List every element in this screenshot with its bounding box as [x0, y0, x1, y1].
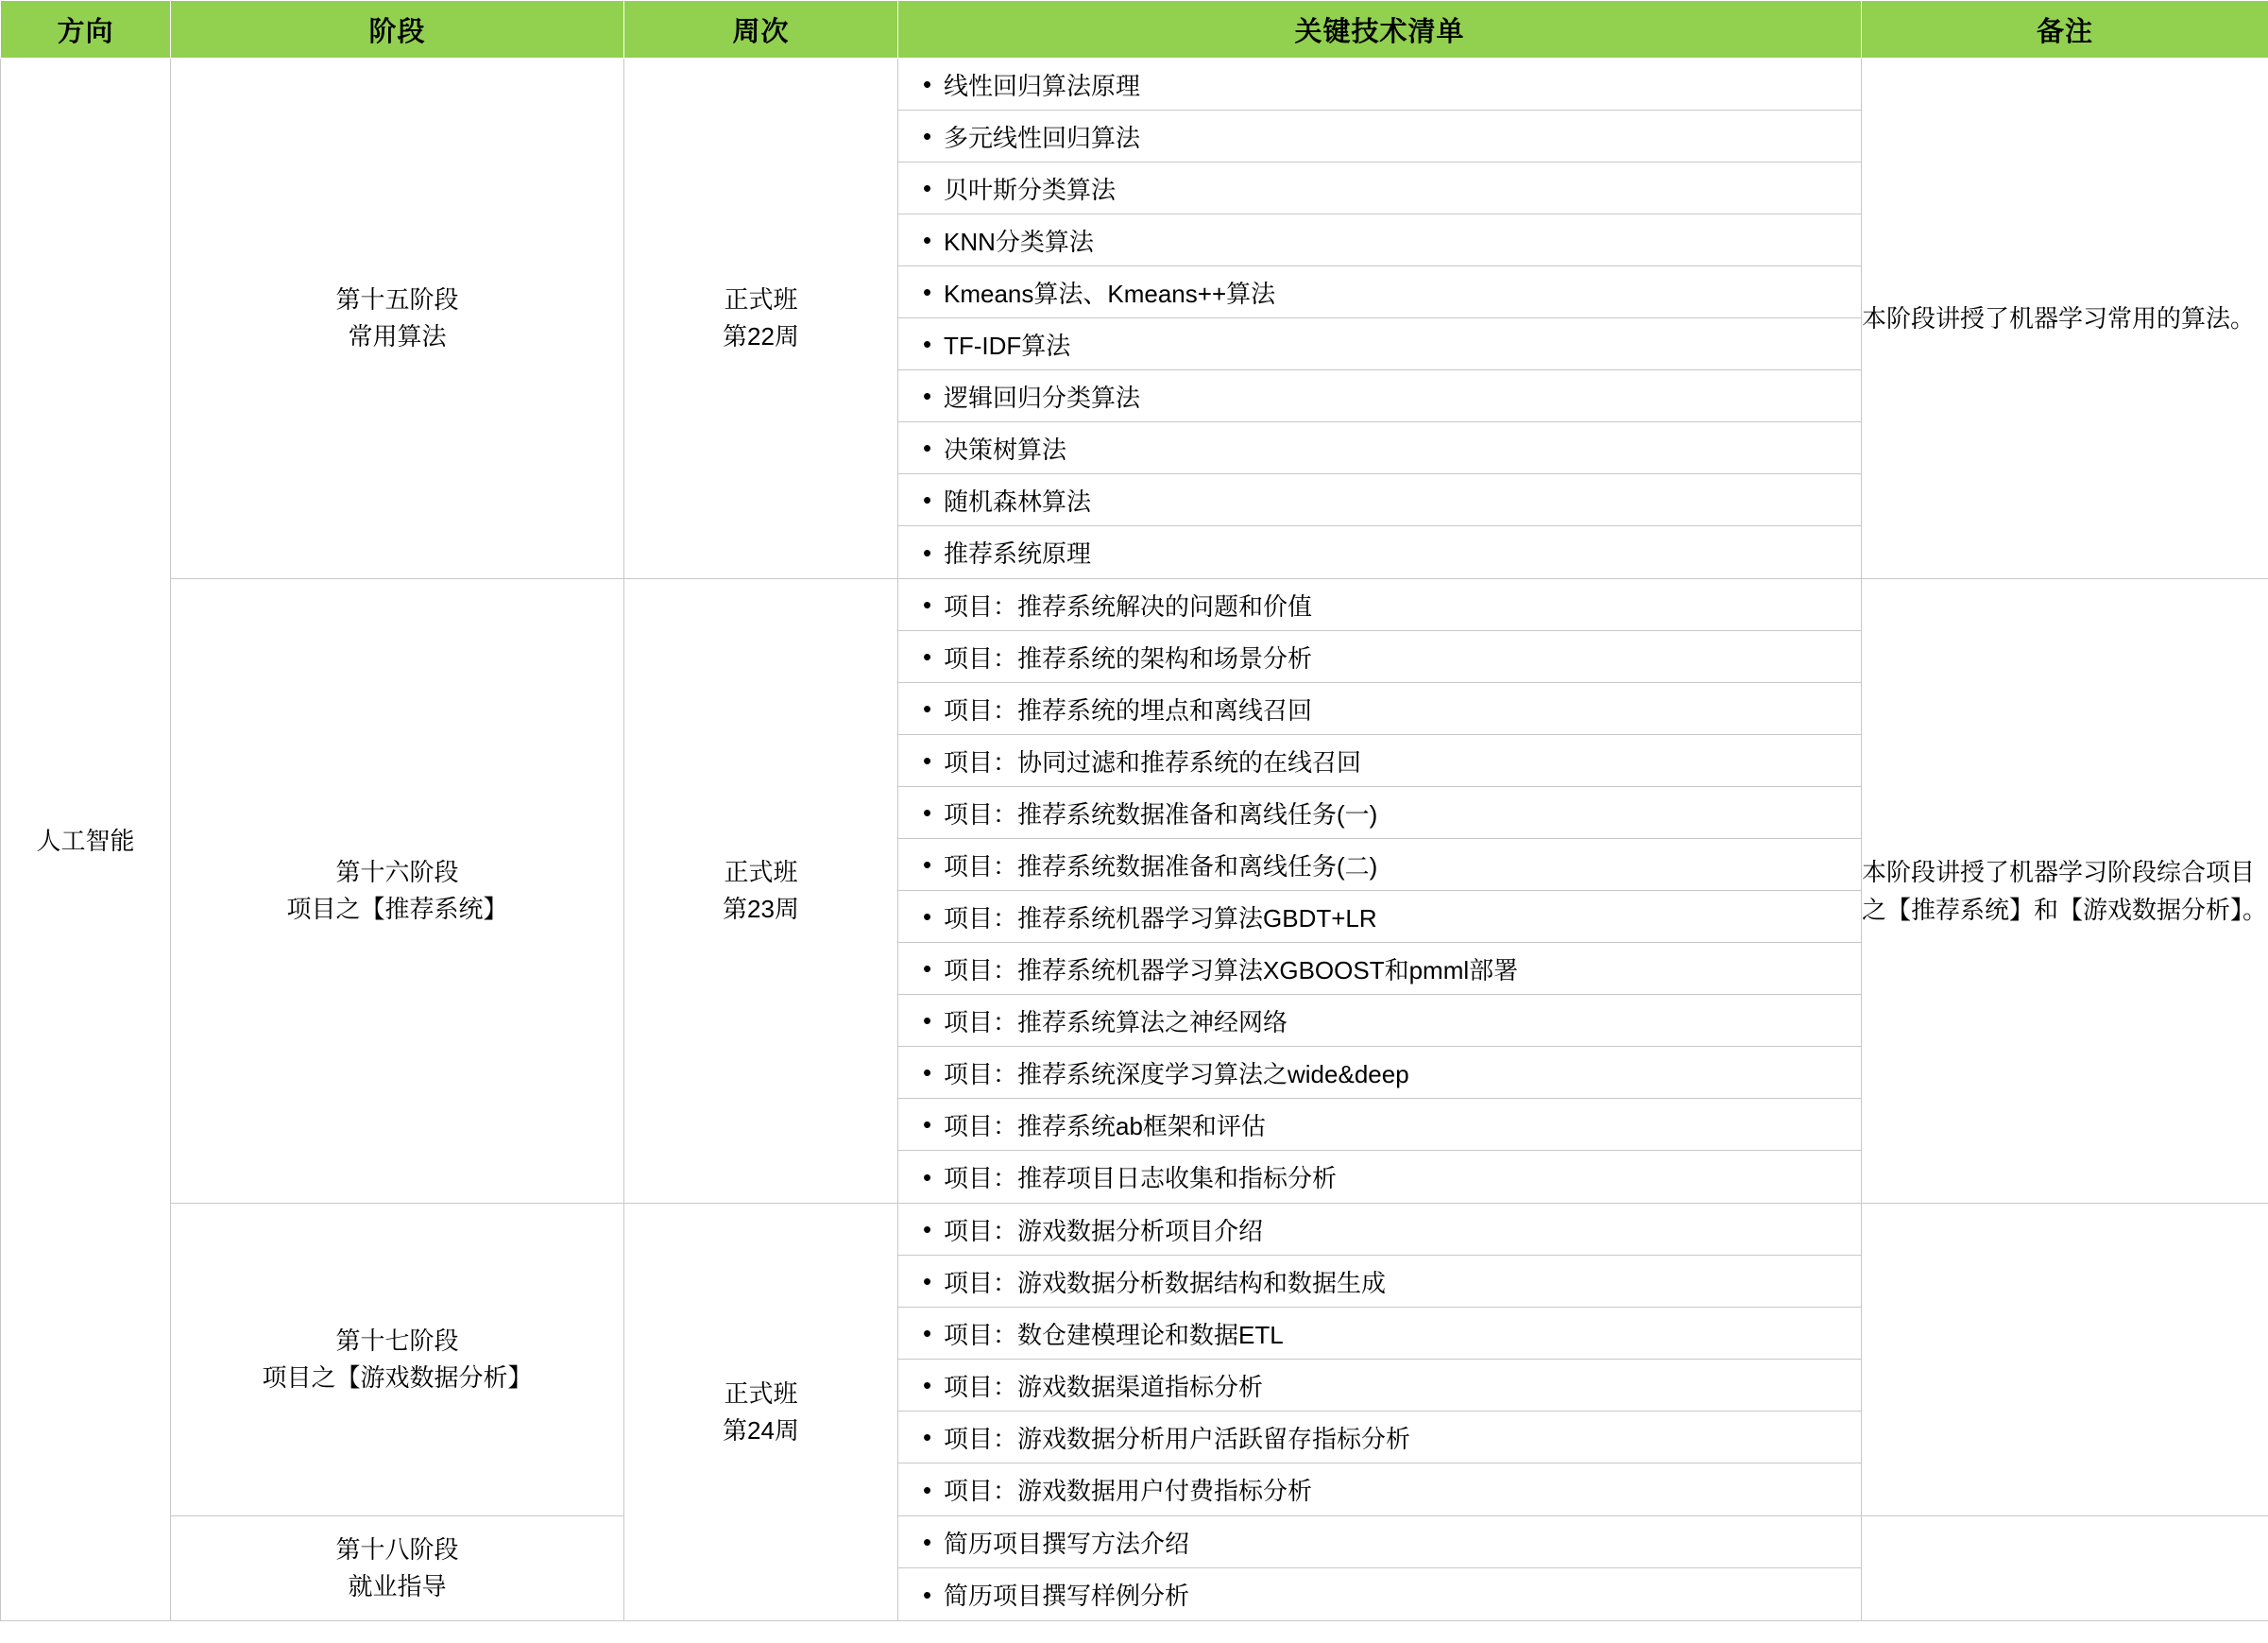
list-item	[898, 526, 1861, 578]
cell-week	[624, 59, 898, 579]
bullet-icon: •	[923, 226, 932, 254]
cell-tech-list	[898, 1204, 1862, 1516]
table-row	[1, 579, 2268, 1204]
cell-note: 本阶段讲授了机器学习常用的算法。	[1862, 59, 2268, 579]
list-item-label: KNN分类算法	[944, 227, 1094, 256]
stage-line: 第十七阶段	[335, 1326, 459, 1355]
list-item-label: 项目：游戏数据用户付费指标分析	[944, 1477, 1313, 1505]
bullet-icon: •	[923, 1058, 932, 1087]
list-item	[898, 1204, 1861, 1256]
bullet-icon: •	[923, 70, 932, 98]
list-item	[898, 891, 1861, 943]
list-item	[898, 683, 1861, 735]
list-item-label: 项目：推荐系统数据准备和离线任务(二)	[944, 851, 1378, 881]
list-item-label: 简历项目撰写方法介绍	[944, 1529, 1190, 1558]
list-item	[898, 1099, 1861, 1151]
list-item-label: 逻辑回归分类算法	[944, 383, 1141, 412]
list-item	[898, 1463, 1861, 1515]
cell-note: 本阶段讲授了机器学习阶段综合项目之【推荐系统】和【游戏数据分析】。	[1862, 579, 2268, 1204]
bullet-icon: •	[923, 1267, 932, 1295]
bullet-icon: •	[923, 1423, 932, 1451]
cell-stage	[171, 1516, 624, 1621]
list-item-label: 贝叶斯分类算法	[944, 175, 1117, 204]
list-item-label: 项目：推荐系统深度学习算法之wide&deep	[944, 1059, 1409, 1088]
bullet-icon: •	[923, 434, 932, 462]
week-line: 正式班	[724, 858, 798, 886]
bullet-icon: •	[923, 1006, 932, 1035]
bullet-icon: •	[923, 798, 932, 827]
list-item-label: 项目：数仓建模理论和数据ETL	[944, 1320, 1284, 1349]
bullet-icon: •	[923, 1319, 932, 1347]
table-row	[1, 59, 2268, 579]
list-item	[898, 266, 1861, 318]
week-line: 第22周	[723, 322, 799, 351]
cell-tech-list	[898, 59, 1862, 579]
list-item	[898, 943, 1861, 995]
bullet-icon: •	[923, 590, 932, 619]
list-item	[898, 422, 1861, 474]
stage-line: 第十八阶段	[335, 1535, 459, 1564]
list-item-label: Kmeans算法、Kmeans++算法	[944, 279, 1276, 308]
list-item-label: 决策树算法	[944, 435, 1067, 464]
list-item	[898, 1308, 1861, 1360]
list-item-label: 推荐系统原理	[944, 539, 1092, 568]
bullet-icon: •	[923, 746, 932, 775]
week-line: 第24周	[723, 1415, 799, 1445]
list-item	[898, 59, 1861, 111]
week-line: 正式班	[724, 285, 798, 314]
table-row	[1, 1204, 2268, 1516]
list-item-label: 项目：推荐系统解决的问题和价值	[944, 591, 1313, 621]
bullet-icon: •	[923, 954, 932, 983]
list-item	[898, 787, 1861, 839]
list-item	[898, 214, 1861, 266]
list-item	[898, 995, 1861, 1047]
list-item-label: 项目：推荐系统数据准备和离线任务(一)	[944, 799, 1378, 829]
header-tech-list: 关键技术清单	[898, 1, 1862, 59]
week-line: 正式班	[724, 1378, 798, 1408]
bullet-icon: •	[923, 1215, 932, 1243]
list-item-label: 项目：游戏数据分析数据结构和数据生成	[944, 1268, 1387, 1297]
list-item-label: 随机森林算法	[944, 487, 1092, 516]
cell-direction: 人工智能	[1, 59, 171, 1621]
list-item	[898, 111, 1861, 163]
list-item	[898, 474, 1861, 526]
bullet-icon: •	[923, 1162, 932, 1191]
stage-line: 项目之【推荐系统】	[286, 895, 508, 923]
stage-line: 常用算法	[348, 322, 447, 351]
list-item	[898, 735, 1861, 787]
list-item-label: 项目：推荐系统的埋点和离线召回	[944, 695, 1313, 725]
list-item-label: 项目：游戏数据分析项目介绍	[944, 1216, 1264, 1245]
list-item-label: 项目：推荐项目日志收集和指标分析	[944, 1164, 1338, 1192]
cell-tech-list	[898, 1516, 1862, 1621]
table-header-row	[1, 1, 2268, 59]
list-item	[898, 631, 1861, 683]
list-item	[898, 1516, 1861, 1568]
cell-note	[1862, 1516, 2268, 1621]
list-item	[898, 1360, 1861, 1412]
list-item	[898, 1256, 1861, 1308]
stage-line: 第十六阶段	[335, 858, 459, 886]
cell-note	[1862, 1204, 2268, 1516]
cell-stage	[171, 59, 624, 579]
bullet-icon: •	[923, 486, 932, 514]
stage-line: 第十五阶段	[335, 285, 459, 314]
header-stage: 阶段	[171, 1, 624, 59]
bullet-icon: •	[923, 278, 932, 306]
list-item-label: 简历项目撰写样例分析	[944, 1582, 1190, 1610]
list-item-label: 项目：推荐系统ab框架和评估	[944, 1111, 1266, 1140]
bullet-icon: •	[923, 330, 932, 358]
bullet-icon: •	[923, 694, 932, 723]
stage-line: 项目之【游戏数据分析】	[262, 1363, 533, 1392]
bullet-icon: •	[923, 1371, 932, 1399]
list-item-label: 项目：游戏数据渠道指标分析	[944, 1372, 1264, 1401]
list-item	[898, 1047, 1861, 1099]
stage-line: 就业指导	[348, 1572, 447, 1600]
bullet-icon: •	[923, 1475, 932, 1504]
list-item-label: 项目：推荐系统算法之神经网络	[944, 1007, 1288, 1036]
week-line: 第23周	[723, 895, 799, 923]
list-item-label: 项目：协同过滤和推荐系统的在线召回	[944, 747, 1362, 777]
table-body	[1, 59, 2268, 1621]
bullet-icon: •	[923, 1580, 932, 1609]
bullet-icon: •	[923, 1528, 932, 1556]
list-item	[898, 163, 1861, 214]
header-direction: 方向	[1, 1, 171, 59]
list-item	[898, 1568, 1861, 1620]
cell-stage	[171, 1204, 624, 1516]
list-item-label: TF-IDF算法	[944, 331, 1071, 360]
list-item-label: 项目：推荐系统机器学习算法GBDT+LR	[944, 903, 1377, 933]
list-item	[898, 318, 1861, 370]
cell-week	[624, 579, 898, 1204]
cell-tech-list	[898, 579, 1862, 1204]
bullet-icon: •	[923, 174, 932, 202]
list-item	[898, 1412, 1861, 1463]
cell-stage	[171, 579, 624, 1204]
bullet-icon: •	[923, 1110, 932, 1138]
list-item-label: 多元线性回归算法	[944, 123, 1141, 152]
bullet-icon: •	[923, 382, 932, 410]
list-item	[898, 579, 1861, 631]
table-row	[1, 1516, 2268, 1621]
bullet-icon: •	[923, 122, 932, 150]
bullet-icon: •	[923, 850, 932, 879]
bullet-icon: •	[923, 642, 932, 671]
list-item-label: 项目：推荐系统的架构和场景分析	[944, 643, 1313, 673]
list-item-label: 线性回归算法原理	[944, 71, 1141, 100]
cell-week	[624, 1204, 898, 1621]
list-item-label: 项目：游戏数据分析用户活跃留存指标分析	[944, 1424, 1411, 1453]
list-item	[898, 839, 1861, 891]
list-item-label: 项目：推荐系统机器学习算法XGBOOST和pmml部署	[944, 955, 1519, 984]
list-item	[898, 370, 1861, 422]
header-note: 备注	[1862, 1, 2268, 59]
header-week: 周次	[624, 1, 898, 59]
bullet-icon: •	[923, 902, 932, 931]
list-item	[898, 1151, 1861, 1203]
bullet-icon: •	[923, 538, 932, 567]
